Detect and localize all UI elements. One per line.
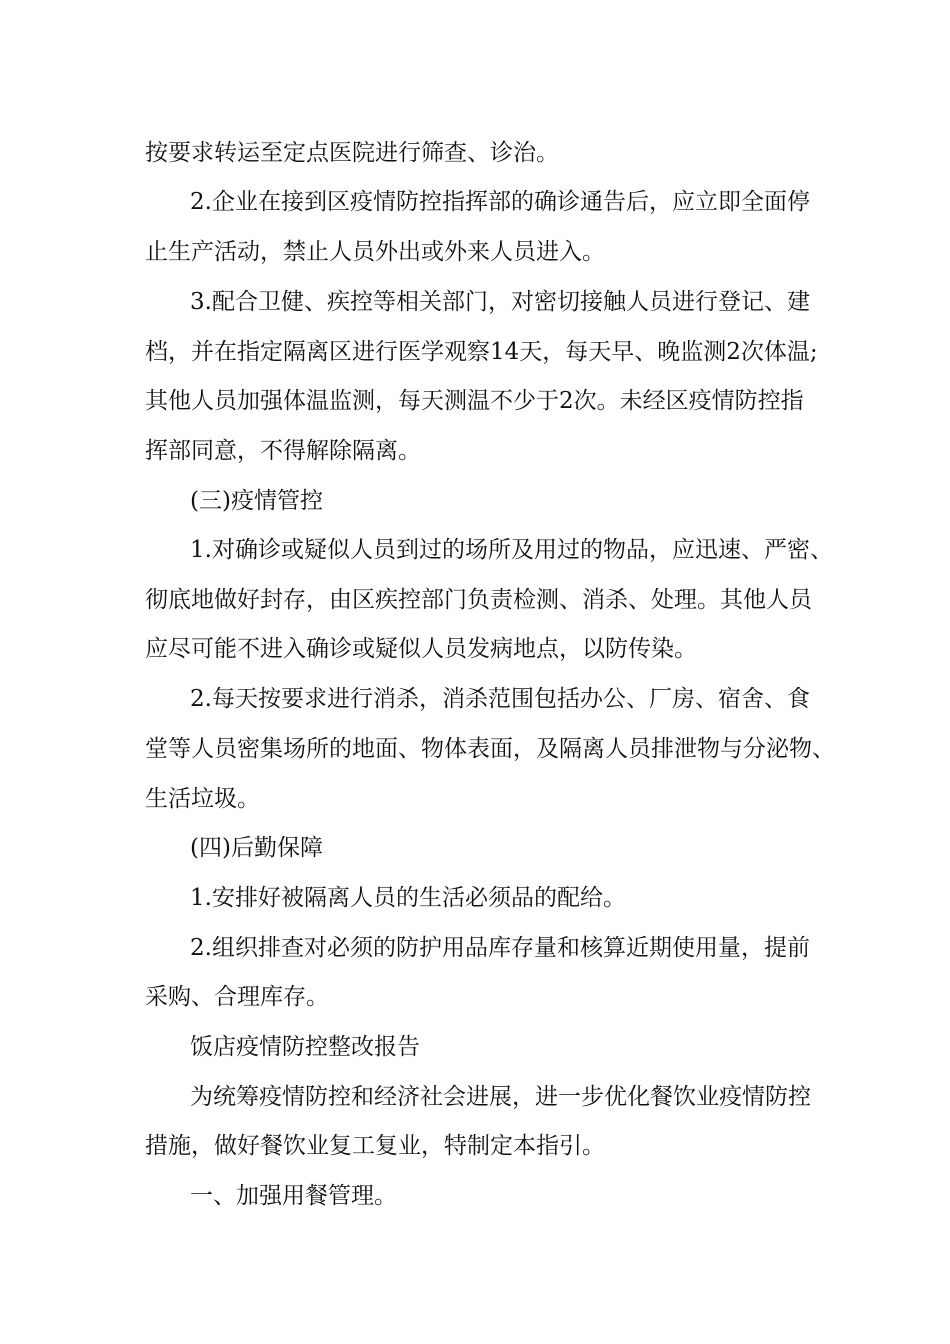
text-line: 应尽可能不进入确诊或疑似人员发病地点，以防传染。 [145,636,697,662]
text-line: 2.每天按要求进行消杀，消杀范围包括办公、厂房、宿舍、食 [190,686,810,712]
section-heading: (三)疫情管控 [190,488,323,514]
section-heading: (四)后勤保障 [190,835,323,861]
text-line: 档，并在指定隔离区进行医学观察14天，每天早、晚监测2次体温; [145,339,818,365]
text-line: 措施，做好餐饮业复工复业，特制定本指引。 [145,1133,605,1159]
text-line: 挥部同意，不得解除隔离。 [145,438,421,464]
text-line: 为统筹疫情防控和经济社会进展，进一步优化餐饮业疫情防控 [190,1084,811,1110]
text-line: 生活垃圾。 [145,786,260,812]
text-line: 彻底地做好封存，由区疾控部门负责检测、消杀、处理。其他人员 [145,587,812,613]
section-heading: 一、加强用餐管理。 [190,1183,397,1209]
text-line: 按要求转运至定点医院进行筛查、诊治。 [145,140,559,166]
text-line: 止生产活动，禁止人员外出或外来人员进入。 [145,239,605,265]
text-line: 3.配合卫健、疾控等相关部门，对密切接触人员进行登记、建 [190,289,810,315]
text-line: 2.企业在接到区疫情防控指挥部的确诊通告后，应立即全面停 [190,189,810,215]
text-line: 其他人员加强体温监测，每天测温不少于2次。未经区疫情防控指 [145,388,804,414]
document-title: 饭店疫情防控整改报告 [190,1034,420,1060]
text-line: 采购、合理库存。 [145,984,329,1010]
text-line: 2.组织排查对必须的防护用品库存量和核算近期使用量，提前 [190,935,810,961]
text-line: 1.安排好被隔离人员的生活必须品的配给。 [190,885,626,911]
text-line: 堂等人员密集场所的地面、物体表面，及隔离人员排泄物与分泌物、 [145,736,835,762]
text-line: 1.对确诊或疑似人员到过的场所及用过的物品，应迅速、严密、 [190,537,833,563]
